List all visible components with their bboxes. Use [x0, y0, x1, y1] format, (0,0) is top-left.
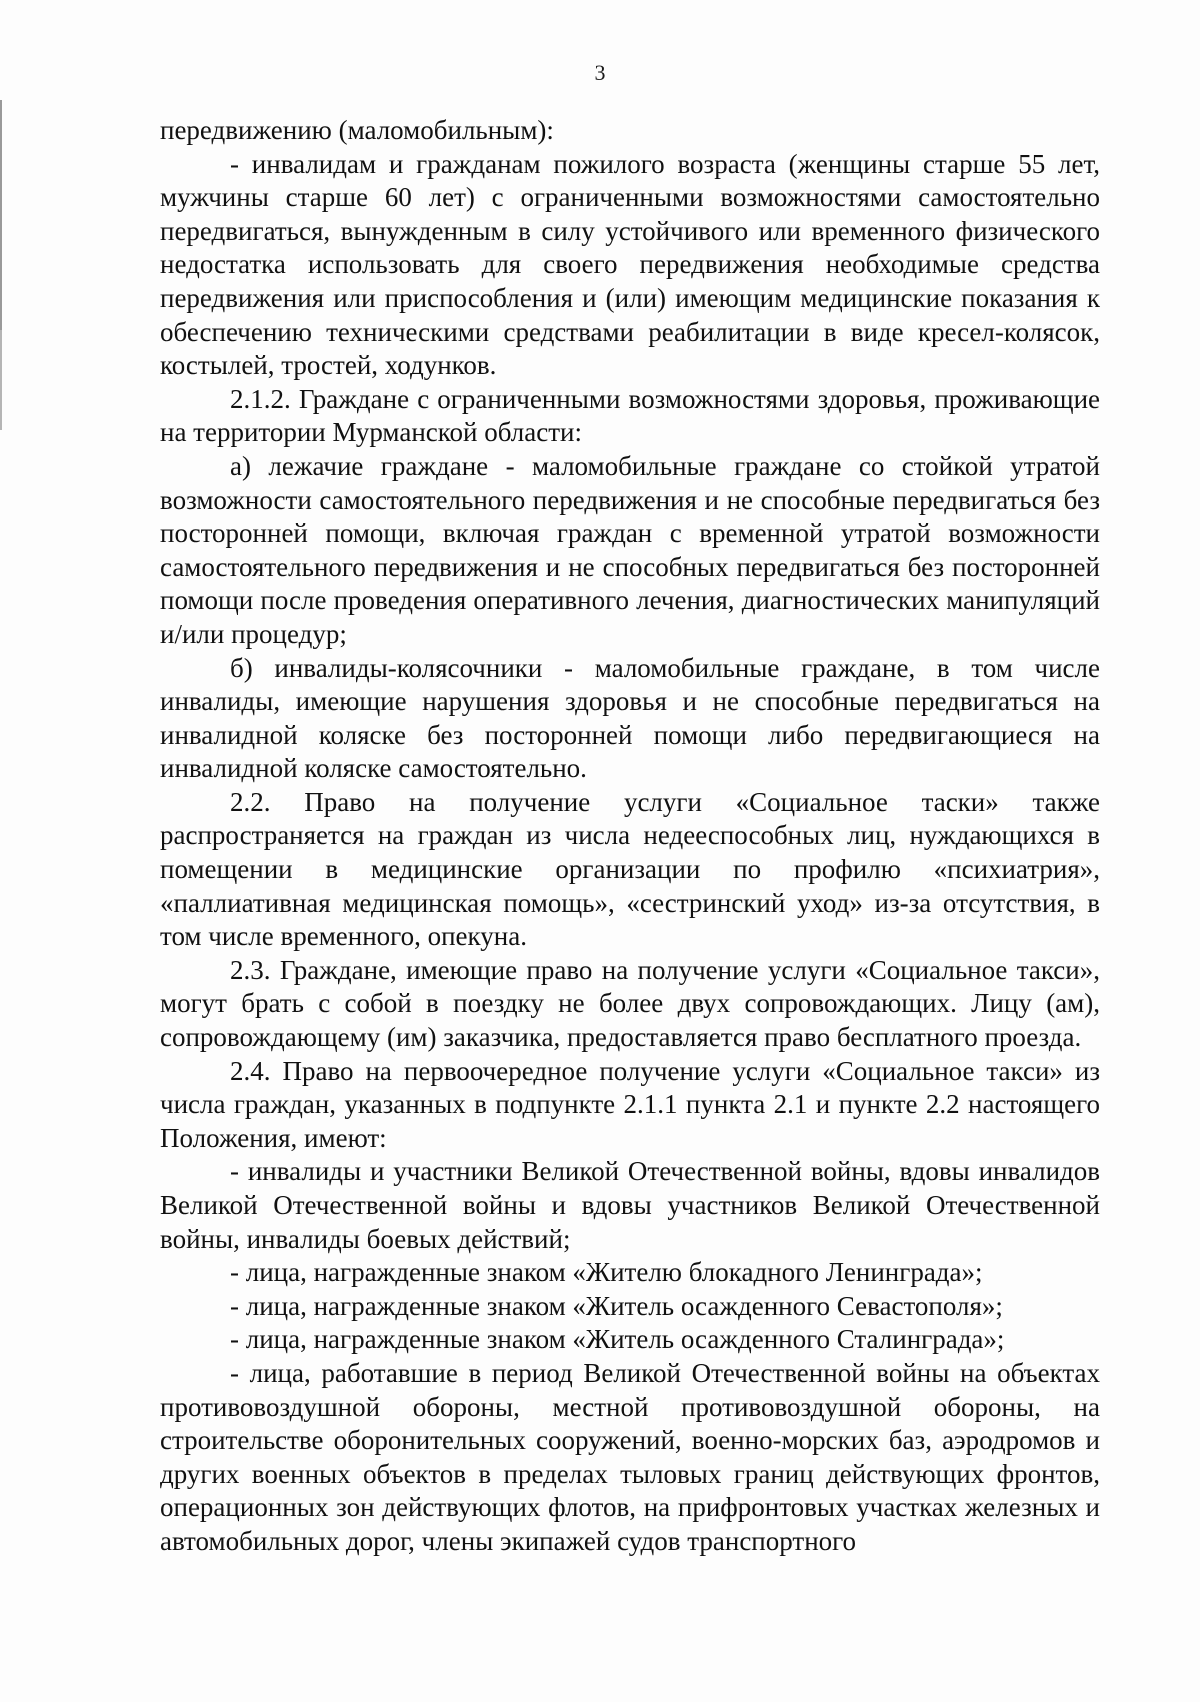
paragraph: 2.2. Право на получение услуги «Социальное таски» также распространяется на граждан из числа недееспособных лиц, нуждающихся в помещении в медицинские организации по профилю «психиатрия», «паллиативная медицинская помощь», «сестринский уход» из-за отсутствия, в том числе временного, опекуна.: [160, 786, 1100, 952]
paragraph: - инвалидам и гражданам пожилого возраста (женщины старше 55 лет, мужчины старше 60 лет) с ограниченными возможностями самостоятельно передвигаться, вынужденным в силу устойчивого или временного физического недостатка использовать для своего передвижения необходимые средства передвижения или приспособления и (или) имеющим медицинские показания к обеспечению техническими средствами реабилитации в виде кресел-колясок, костылей, тростей, ходунков.: [160, 148, 1100, 381]
scan-margin-line: [0, 330, 2, 430]
paragraph: - лица, награжденные знаком «Житель осажденного Сталинграда»;: [230, 1324, 1005, 1355]
scan-margin-line: [0, 100, 2, 330]
paragraph: 2.1.2. Граждане с ограниченными возможностями здоровья, проживающие на территории Мурманской области:: [160, 383, 1100, 448]
paragraph: - лица, награжденные знаком «Жителю блокадного Ленинграда»;: [230, 1257, 983, 1288]
page-number: 3: [594, 60, 606, 85]
paragraph: 2.4. Право на первоочередное получение услуги «Социальное такси» из числа граждан, указанных в подпункте 2.1.1 пункта 2.1 и пункте 2.2 настоящего Положения, имеют:: [160, 1055, 1100, 1153]
paragraph: б) инвалиды-колясочники - маломобильные граждане, в том числе инвалиды, имеющие нарушения здоровья и не способные передвигаться на инвалидной коляске без посторонней помощи либо передвигающиеся на инвалидной коляске самостоятельно.: [160, 652, 1100, 784]
paragraph: - лица, работавшие в период Великой Отечественной войны на объектах противовоздушной обороны, местной противовоздушной обороны, на строительстве оборонительных сооружений, военно-морских баз, аэродромов и других военных объектов в пределах тыловых границ действующих фронтов, операционных зон действующих флотов, на прифронтовых участках железных и автомобильных дорог, члены экипажей судов транспортного: [160, 1357, 1100, 1556]
paragraph: - инвалиды и участники Великой Отечественной войны, вдовы инвалидов Великой Отечественной войны и вдовы участников Великой Отечественной войны, инвалиды боевых действий;: [160, 1156, 1100, 1254]
document-body: [160, 114, 1100, 1559]
paragraph: передвижению (маломобильным):: [160, 115, 554, 145]
paragraph: - лица, награжденные знаком «Житель осажденного Севастополя»;: [230, 1290, 1003, 1321]
paragraph: а) лежачие граждане - маломобильные граждане со стойкой утратой возможности самостоятельного передвижения и не способные передвигаться без посторонней помощи, включая граждан с временной утратой возможности самостоятельного передвижения и не способных передвигаться без посторонней помощи после проведения оперативного лечения, диагностических манипуляций и/или процедур;: [160, 450, 1100, 649]
paragraph: 2.3. Граждане, имеющие право на получение услуги «Социальное такси», могут брать с собой в поездку не более двух сопровождающих. Лицу (ам), сопровождающему (им) заказчика, предоставляется право бесплатного проезда.: [160, 954, 1100, 1053]
